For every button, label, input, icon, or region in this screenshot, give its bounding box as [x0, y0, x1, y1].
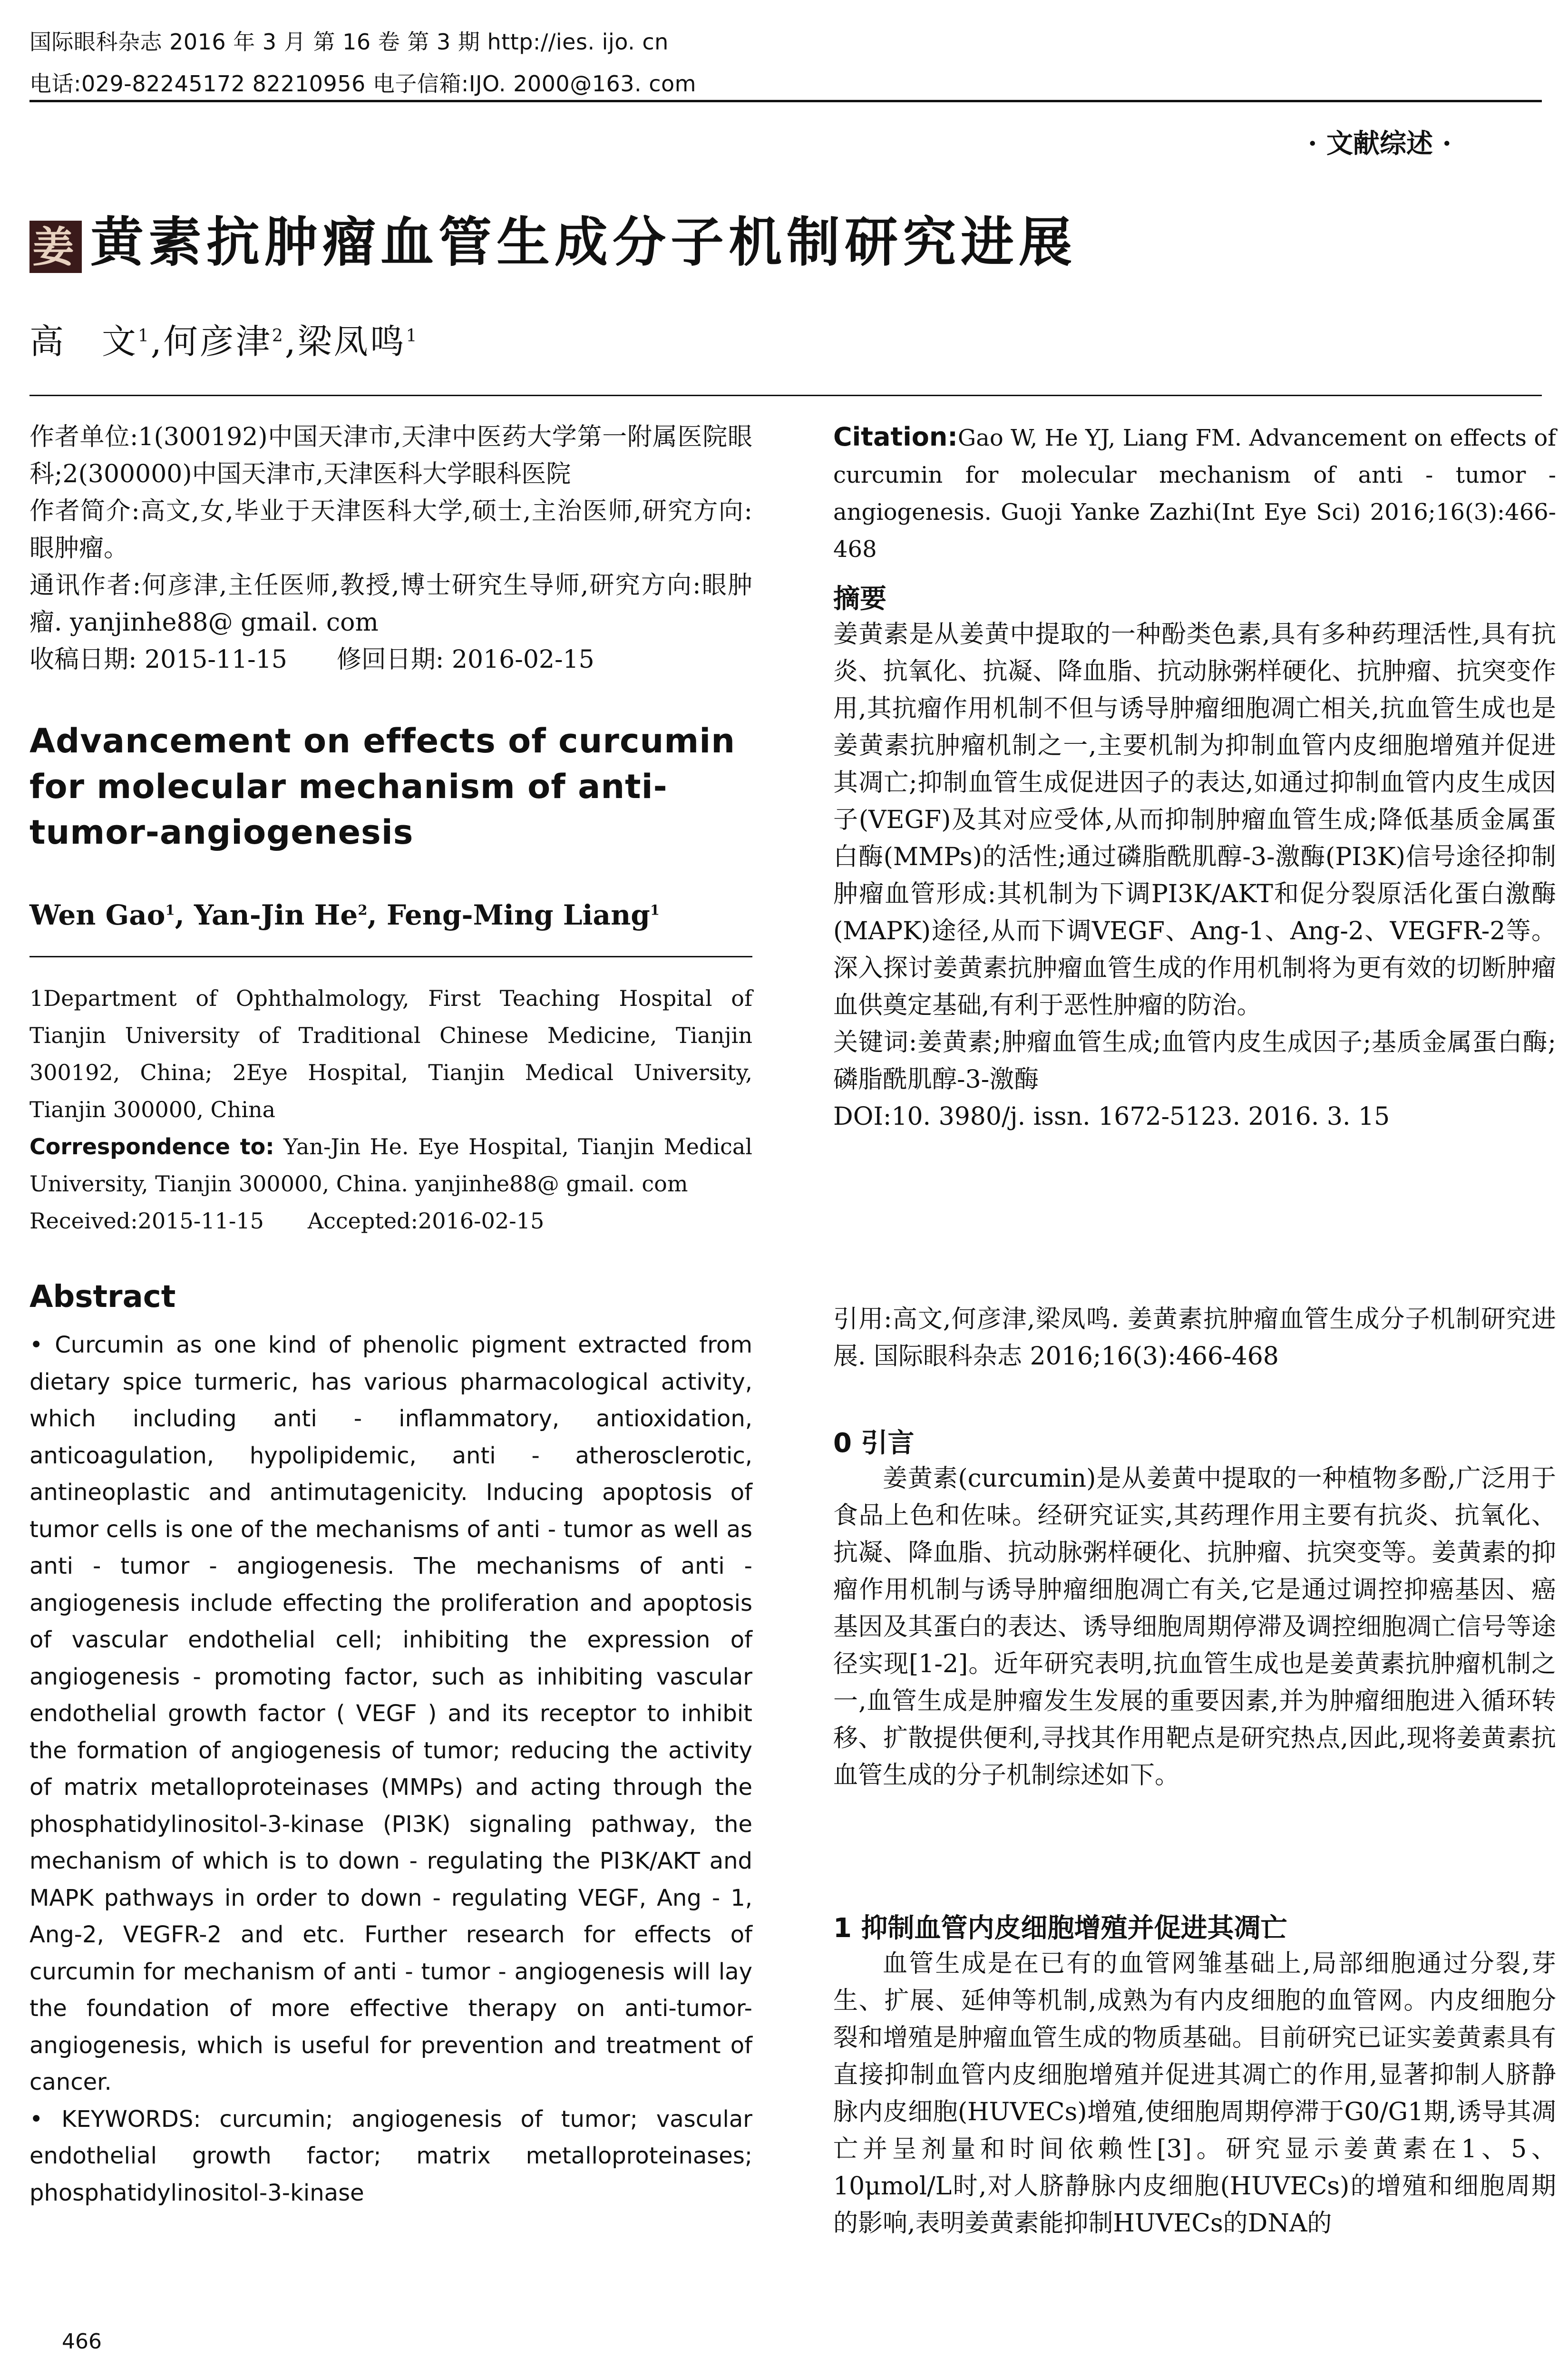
author-info — [29, 419, 752, 678]
cite-cn: 引用:高文,何彦津,梁凤鸣. 姜黄素抗肿瘤血管生成分子机制研究进展. 国际眼科杂志 2016;16(3):466-468 — [833, 1305, 1556, 1371]
english-authors: Wen Gao$^1$, Yan-Jin He$^2$, Feng-Ming Liang$^1$ — [29, 899, 660, 931]
citation-block — [833, 419, 1556, 568]
english-abstract — [29, 1327, 752, 2211]
title-text: 黄素抗肿瘤血管生成分子机制研究进展 — [90, 211, 1077, 273]
author-bio: 作者简介:高文,女,毕业于天津医科大学,硕士,主治医师,研究方向:眼肿瘤。 — [29, 497, 752, 563]
received-dates: 收稿日期: 2015-11-15 修回日期: 2016-02-15 — [29, 645, 594, 674]
correspondence — [29, 1128, 752, 1202]
keywords: • KEYWORDS: curcumin; angiogenesis of tumor; vascular endothelial growth factor; matrix metalloproteinases; phosphatidylinositol-3-kinase — [29, 2105, 752, 2206]
section0-heading: 0 引言 — [833, 1428, 915, 1459]
corresponding-author: 通讯作者:何彦津,主任医师,教授,博士研究生导师,研究方向:眼肿瘤. yanjinhe88@ gmail. com — [29, 571, 752, 637]
doi: DOI:10. 3980/j. issn. 1672-5123. 2016. 3. 15 — [833, 1102, 1390, 1131]
title-rule — [29, 395, 1542, 396]
english-affiliation: 1Department of Ophthalmology, First Teaching Hospital of Tianjin University of Traditional Chinese Medicine, Tianjin 300192, China; 2Eye Hospital, Tianjin Medical University, Tianjin 300000, China — [29, 985, 752, 1122]
citation-text: Gao W, He YJ, Liang FM. Advancement on effects of curcumin for molecular mechanism of anti - tumor - angiogenesis. Guoji Yanke Zazhi(Int Eye Sci) 2016;16(3):466-468 — [833, 425, 1556, 563]
authors-rule — [29, 956, 752, 957]
title-logo-char: 姜 — [29, 221, 82, 273]
correspondence-text: Yan-Jin He. Eye Hospital, Tianjin Medical University, Tianjin 300000, China. yanjinhe88@ gmail. com — [29, 1134, 752, 1197]
abstract-cn-block — [833, 616, 1556, 1135]
received-accepted: Received:2015-11-15 Accepted:2016-02-15 — [29, 1208, 545, 1234]
section1-text: 血管生成是在已有的血管网雏基础上,局部细胞通过分裂,芽生、扩展、延伸等机制,成熟为有内皮细胞的血管网。内皮细胞分裂和增殖是肿瘤血管生成的物质基础。目前研究已证实姜黄素具有直接抑制血管内皮细胞增殖并促进其凋亡的作用,显著抑制人脐静脉内皮细胞(HUVECs)增殖,使细胞周期停滞于G0/G1期,诱导其凋亡并呈剂量和时间依赖性[3]。研究显示姜黄素在1、5、10μmol/L时,对人脐静脉内皮细胞(HUVECs)的增殖和细胞周期的影响,表明姜黄素能抑制HUVECs的DNA的 — [833, 1949, 1556, 2238]
section-label: · 文献综述 · — [1308, 128, 1451, 159]
section1-heading: 1 抑制血管内皮细胞增殖并促进其凋亡 — [833, 1913, 1287, 1944]
affiliation-block — [29, 980, 752, 1239]
keywords-cn: 关键词:姜黄素;肿瘤血管生成;血管内皮生成因子;基质金属蛋白酶;磷脂酰肌醇-3-激酶 — [833, 1028, 1556, 1094]
header-rule — [29, 100, 1542, 102]
authors-cn: 高 文$^1$,何彦津$^2$,梁凤鸣$^1$ — [29, 321, 419, 361]
abstract-text: • Curcumin as one kind of phenolic pigment extracted from dietary spice turmeric, has various pharmacological activity, which including anti - inflammatory, antioxidation, anticoagulation, hypolipidemic, anti - atherosclerotic, antineoplastic and antimutagenicity. Inducing apoptosis of tumor cells is one of the mechanisms of anti - tumor as well as anti - tumor - angiogenesis. The mechanisms of anti - angiogenesis include effecting the proliferation and apoptosis of vascular endothelial cell; inhibiting the expression of angiogenesis - promoting factor, such as inhibiting vascular endothelial growth factor ( VEGF ) and its receptor to inhibit the formation of angiogenesis of tumor; reducing the activity of matrix metalloproteinases (MMPs) and acting through the phosphatidylinositol-3-kinase (PI3K) signaling pathway, the mechanism of which is to down - regulating the PI3K/AKT and MAPK pathways in order to down - regulating VEGF, Ang - 1, Ang-2, VEGFR-2 and etc. Further research for effects of curcumin for mechanism of anti - tumor - angiogenesis will lay the foundation of more effective therapy on anti-tumor-angiogenesis, which is useful for prevention and treatment of cancer. — [29, 1332, 752, 2095]
author-units: 作者单位:1(300192)中国天津市,天津中医药大学第一附属医院眼科;2(300000)中国天津市,天津医科大学眼科医院 — [29, 423, 752, 488]
english-title: Advancement on effects of curcumin for molecular mechanism of anti-tumor-angiogenesis — [29, 721, 736, 852]
section1-body — [833, 1945, 1556, 2242]
section0-text: 姜黄素(curcumin)是从姜黄中提取的一种植物多酚,广泛用于食品上色和佐味。经研究证实,其药理作用主要有抗炎、抗氧化、抗凝、降血脂、抗动脉粥样硬化、抗肿瘤、抗突变等。姜黄素的抑瘤作用机制与诱导肿瘤细胞凋亡有关,它是通过调控抑癌基因、癌基因及其蛋白的表达、诱导细胞周期停滞及调控细胞凋亡信号等途径实现[1-2]。近年研究表明,抗血管生成也是姜黄素抗肿瘤机制之一,血管生成是肿瘤发生发展的重要因素,并为肿瘤细胞进入循环转移、扩散提供便利,寻找其作用靶点是研究热点,因此,现将姜黄素抗血管生成的分子机制综述如下。 — [833, 1464, 1556, 1790]
journal-header-line2: 电话:029-82245172 82210956 电子信箱:IJO. 2000@163. com — [29, 71, 696, 97]
citation-label: Citation: — [833, 422, 958, 452]
abstract-cn-text: 姜黄素是从姜黄中提取的一种酚类色素,具有多种药理活性,具有抗炎、抗氧化、抗凝、降血脂、抗动脉粥样硬化、抗肿瘤、抗突变作用,其抗瘤作用机制不但与诱导肿瘤细胞凋亡相关,抗血管生成也是姜黄素抗肿瘤机制之一,主要机制为抑制血管内皮细胞增殖并促进其凋亡;抑制血管生成促进因子的表达,如通过抑制血管内皮生成因子(VEGF)及其对应受体,从而抑制肿瘤血管生成;降低基质金属蛋白酶(MMPs)的活性;通过磷脂酰肌醇-3-激酶(PI3K)信号途径抑制肿瘤血管形成:其机制为下调PI3K/AKT和促分裂原活化蛋白激酶(MAPK)途径,从而下调VEGF、Ang-1、Ang-2、VEGFR-2等。深入探讨姜黄素抗肿瘤血管生成的作用机制将为更有效的切断肿瘤血供奠定基础,有利于恶性肿瘤的防治。 — [833, 620, 1556, 1020]
abstract-cn-heading: 摘要 — [833, 584, 886, 614]
correspondence-label: Correspondence to: — [29, 1134, 274, 1159]
section0-body — [833, 1460, 1556, 1794]
page-number: 466 — [62, 2329, 102, 2354]
abstract-heading: Abstract — [29, 1279, 176, 1315]
article-title — [29, 200, 1077, 276]
journal-header-line1: 国际眼科杂志 2016 年 3 月 第 16 卷 第 3 期 http://ies. ijo. cn — [29, 29, 669, 55]
